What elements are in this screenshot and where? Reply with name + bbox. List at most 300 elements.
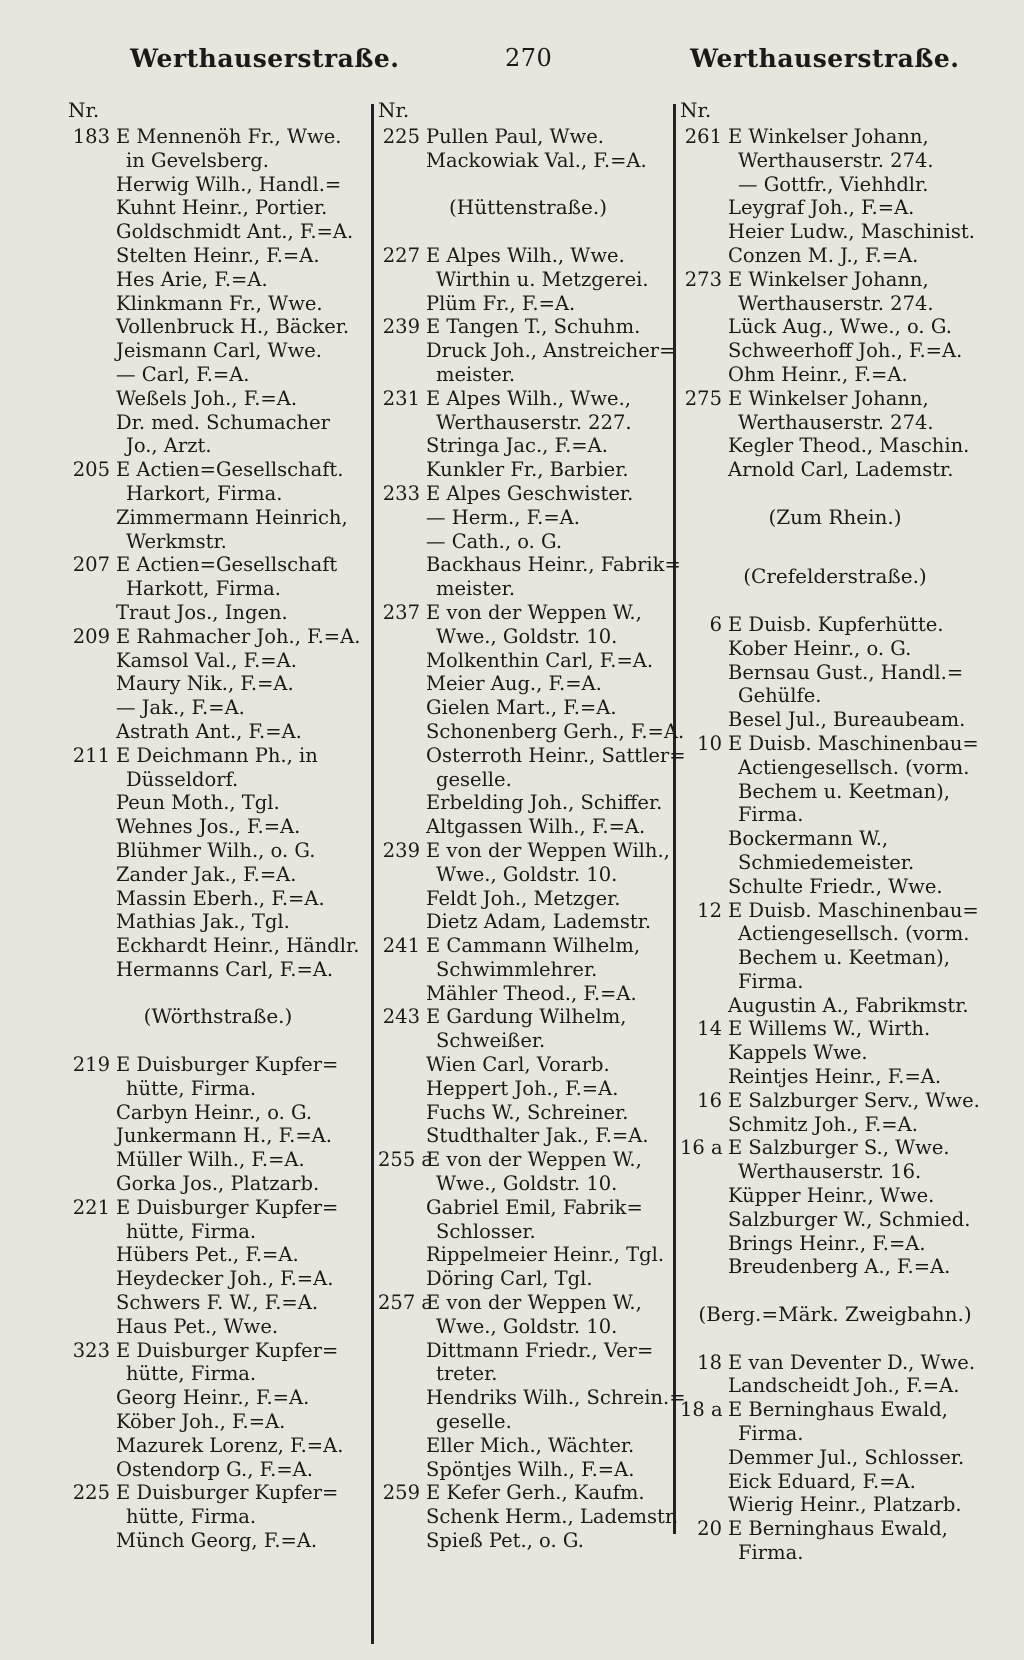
house-number: 205 (72, 458, 110, 482)
directory-entry (680, 1160, 990, 1184)
entry-text: E von der Weppen W., (426, 1148, 642, 1172)
directory-entry (680, 613, 990, 637)
house-number: 225 (382, 125, 420, 148)
entry-text: E Alpes Wilh., Wwe., (426, 386, 631, 410)
directory-entry (68, 839, 368, 863)
entry-text: geselle. (436, 767, 512, 791)
entry-text: Hermanns Carl, F.=A. (116, 957, 334, 981)
house-number: 227 (382, 243, 420, 267)
entry-text: Küpper Heinr., Wwe. (728, 1184, 935, 1208)
directory-entry (378, 1291, 678, 1315)
entry-text: E Berninghaus Ewald, (728, 1517, 948, 1541)
directory-entry (68, 1101, 368, 1125)
house-number: 255 a (378, 1148, 434, 1172)
entry-text: Goldschmidt Ant., F.=A. (116, 220, 354, 244)
entry-text: Schlosser. (436, 1219, 536, 1243)
directory-entry (68, 506, 368, 530)
directory-entry (378, 411, 678, 435)
directory-entry (68, 530, 368, 554)
running-head-right: Werthauserstraße. (690, 44, 960, 73)
entry-text: Münch Georg, F.=A. (116, 1529, 318, 1553)
entry-text: E Winkelser Johann, (728, 125, 929, 148)
entry-text: E Berninghaus Ewald, (728, 1398, 948, 1422)
directory-entry (68, 244, 368, 268)
directory-entry (378, 315, 678, 339)
directory-entry (68, 720, 368, 744)
directory-entry (378, 1243, 678, 1267)
entry-text: Maury Nik., F.=A. (116, 672, 294, 696)
directory-entry (378, 1005, 678, 1029)
directory-entry (680, 661, 990, 685)
entry-text: Spieß Pet., o. G. (426, 1529, 584, 1553)
directory-entry (378, 839, 678, 863)
directory-entry (68, 934, 368, 958)
entry-text: E Salzburger S., Wwe. (728, 1136, 950, 1160)
directory-entry (378, 458, 678, 482)
entry-text: E Duisb. Maschinenbau= (728, 898, 979, 922)
entry-text: hütte, Firma. (126, 1505, 257, 1529)
house-number: 211 (72, 743, 110, 767)
directory-entry (68, 339, 368, 363)
entry-text: Mackowiak Val., F.=A. (426, 148, 647, 172)
directory-entry (68, 815, 368, 839)
directory-entry (68, 672, 368, 696)
entry-text: Heppert Joh., F.=A. (426, 1076, 619, 1100)
directory-entry (68, 173, 368, 197)
house-number: 323 (72, 1338, 110, 1362)
directory-entry (680, 1136, 990, 1160)
entry-text: E Duisb. Maschinenbau= (728, 731, 979, 755)
entry-text: Werthauserstr. 274. (738, 148, 934, 172)
entry-text: Düsseldorf. (126, 767, 239, 791)
entry-text: E von der Weppen W., (426, 600, 642, 624)
entry-text: Gehülfe. (738, 684, 822, 708)
directory-entry (378, 934, 678, 958)
directory-entry (68, 1386, 368, 1410)
entry-text: Werthauserstr. 274. (738, 410, 934, 434)
directory-entry (68, 315, 368, 339)
entry-text: Backhaus Heinr., Fabrik= (426, 553, 681, 577)
entry-text: Blühmer Wilh., o. G. (116, 838, 316, 862)
entry-text: Wwe., Goldstr. 10. (436, 1314, 618, 1338)
directory-entry (68, 268, 368, 292)
entry-text: Brings Heinr., F.=A. (728, 1231, 926, 1255)
entry-text: Werthauserstr. 16. (738, 1160, 922, 1184)
directory-entry (378, 1148, 678, 1172)
house-number: 16 (697, 1088, 722, 1112)
directory-entry (680, 780, 990, 804)
entry-text: Traut Jos., Ingen. (116, 600, 288, 624)
entry-text: E Willems W., Wirth. (728, 1017, 931, 1041)
house-number: 221 (72, 1195, 110, 1219)
entry-text: — Carl, F.=A. (116, 362, 250, 386)
directory-entry (378, 530, 678, 554)
house-number: 257 a (378, 1291, 434, 1315)
house-number: 237 (382, 600, 420, 624)
directory-entry (378, 910, 678, 934)
directory-entry (680, 1113, 990, 1137)
directory-entry (680, 1351, 990, 1375)
spacer (680, 482, 990, 506)
cross-street-heading: (Zum Rhein.) (768, 504, 902, 529)
house-number: 239 (382, 838, 420, 862)
directory-entry (68, 1124, 368, 1148)
entry-text: Firma. (738, 803, 804, 827)
directory-entry (378, 768, 678, 792)
entry-text: — Gottfr., Viehhdlr. (738, 172, 929, 196)
entry-text: Erbelding Joh., Schiffer. (426, 791, 663, 815)
directory-entry (680, 125, 990, 149)
directory-entry (378, 125, 678, 149)
entry-text: Schenk Herm., Lademstr. (426, 1505, 679, 1529)
entry-text: Massin Eberh., F.=A. (116, 886, 325, 910)
directory-entry (680, 1255, 990, 1279)
directory-entry (680, 637, 990, 661)
house-number: 231 (382, 386, 420, 410)
directory-entry (68, 1220, 368, 1244)
entry-text: Firma. (738, 969, 804, 993)
spacer (68, 982, 368, 1006)
entry-text: Studthalter Jak., F.=A. (426, 1124, 649, 1148)
directory-entry (68, 149, 368, 173)
entry-text: Zander Jak., F.=A. (116, 862, 297, 886)
directory-entry (680, 458, 990, 482)
directory-entry (378, 601, 678, 625)
directory-entry (68, 482, 368, 506)
directory-entry (68, 220, 368, 244)
entry-text: Schmitz Joh., F.=A. (728, 1112, 918, 1136)
spacer (680, 530, 990, 554)
cross-street-heading: (Crefelderstraße.) (743, 564, 927, 589)
entry-text: Feldt Joh., Metzger. (426, 886, 621, 910)
entry-text: Kamsol Val., F.=A. (116, 648, 297, 672)
spacer (680, 589, 990, 613)
directory-entry (378, 1434, 678, 1458)
directory-entry (68, 125, 368, 149)
house-number: 20 (697, 1517, 722, 1541)
entry-text: Dr. med. Schumacher (116, 410, 330, 434)
directory-entry (680, 1446, 990, 1470)
entry-text: Schmiedemeister. (738, 850, 915, 874)
directory-entry (68, 863, 368, 887)
directory-entry (680, 684, 990, 708)
entry-text: E Alpes Geschwister. (426, 481, 634, 505)
entry-text: Ohm Heinr., F.=A. (728, 362, 908, 386)
directory-entry (68, 791, 368, 815)
spacer (680, 1327, 990, 1351)
column-1 (68, 95, 368, 1553)
entry-text: Haus Pet., Wwe. (116, 1314, 279, 1338)
directory-entry (68, 292, 368, 316)
directory-entry (68, 1339, 368, 1363)
entry-text: Schonenberg Gerh., F.=A. (426, 719, 685, 743)
directory-entry (378, 1029, 678, 1053)
directory-entry (68, 696, 368, 720)
entry-text: Wien Carl, Vorarb. (426, 1053, 610, 1077)
directory-entry (378, 506, 678, 530)
directory-entry (68, 1458, 368, 1482)
directory-entry (680, 149, 990, 173)
entry-text: Firma. (738, 1541, 804, 1565)
entry-text: E Duisburger Kupfer= (116, 1053, 339, 1077)
entry-text: Kober Heinr., o. G. (728, 636, 912, 660)
entry-text: Döring Carl, Tgl. (426, 1267, 593, 1291)
entry-text: Dittmann Friedr., Ver= (426, 1338, 654, 1362)
entry-text: Ostendorp G., F.=A. (116, 1457, 313, 1481)
directory-entry (680, 899, 990, 923)
house-number: 18 (697, 1350, 722, 1374)
entry-text: Bechem u. Keetman), (738, 946, 950, 970)
entry-text: Jo., Arzt. (126, 434, 212, 458)
directory-entry (68, 1053, 368, 1077)
directory-entry (378, 958, 678, 982)
entry-text: Georg Heinr., F.=A. (116, 1386, 310, 1410)
entry-text: Pullen Paul, Wwe. (426, 125, 604, 148)
entry-text: Wwe., Goldstr. 10. (436, 624, 618, 648)
entry-text: Lück Aug., Wwe., o. G. (728, 315, 952, 339)
directory-entry (680, 315, 990, 339)
entry-text: Astrath Ant., F.=A. (116, 719, 302, 743)
entry-text: in Gevelsberg. (126, 148, 269, 172)
entry-text: Kunkler Fr., Barbier. (426, 458, 629, 482)
directory-entry (68, 1148, 368, 1172)
entry-text: Fuchs W., Schreiner. (426, 1100, 629, 1124)
entry-text: Stringa Jac., F.=A. (426, 434, 608, 458)
entry-text: Hübers Pet., F.=A. (116, 1243, 299, 1267)
directory-entry (68, 577, 368, 601)
entry-text: treter. (436, 1362, 498, 1386)
entry-text: — Cath., o. G. (426, 529, 563, 553)
entry-text: Bockermann W., (728, 827, 889, 851)
directory-entry (68, 1243, 368, 1267)
directory-entry (378, 1172, 678, 1196)
entry-text: Besel Jul., Bureaubeam. (728, 708, 966, 732)
directory-entry (680, 946, 990, 970)
directory-entry (378, 1196, 678, 1220)
directory-entry (68, 1172, 368, 1196)
directory-entry (68, 434, 368, 458)
directory-entry (378, 577, 678, 601)
directory-entry (378, 1458, 678, 1482)
house-number: 259 (382, 1481, 420, 1505)
entry-text: Spöntjes Wilh., F.=A. (426, 1457, 635, 1481)
entry-text: Bechem u. Keetman), (738, 779, 950, 803)
directory-entry (378, 672, 678, 696)
house-number: 183 (72, 125, 110, 148)
directory-entry (378, 339, 678, 363)
column-3 (680, 95, 990, 1565)
directory-entry (680, 803, 990, 827)
directory-entry (68, 1481, 368, 1505)
entry-text: Herwig Wilh., Handl.= (116, 172, 342, 196)
directory-entry (680, 970, 990, 994)
directory-entry (680, 196, 990, 220)
entry-text: Müller Wilh., F.=A. (116, 1148, 305, 1172)
directory-entry (680, 1422, 990, 1446)
directory-entry (378, 696, 678, 720)
entry-text: meister. (436, 577, 516, 601)
house-number: 12 (697, 898, 722, 922)
directory-entry (378, 1505, 678, 1529)
directory-entry (680, 827, 990, 851)
directory-entry (378, 719, 685, 744)
entry-text: hütte, Firma. (126, 1219, 257, 1243)
entry-text: Kappels Wwe. (728, 1041, 868, 1065)
entry-text: Werkmstr. (126, 529, 227, 553)
directory-entry (680, 1017, 990, 1041)
entry-text: — Herm., F.=A. (426, 505, 580, 529)
house-number: 18 a (680, 1398, 723, 1422)
directory-entry (68, 744, 368, 768)
entry-text: Mähler Theod., F.=A. (426, 981, 637, 1005)
entry-text: Actiengesellsch. (vorm. (738, 922, 970, 946)
directory-entry (378, 244, 678, 268)
directory-entry (378, 482, 678, 506)
entry-text: Jeismann Carl, Wwe. (116, 339, 323, 363)
entry-text: Klinkmann Fr., Wwe. (116, 291, 323, 315)
directory-entry (68, 196, 368, 220)
entry-text: Conzen M. J., F.=A. (728, 243, 919, 267)
directory-entry (378, 268, 678, 292)
directory-entry (680, 1184, 990, 1208)
directory-entry (68, 601, 368, 625)
directory-entry (680, 220, 990, 244)
directory-entry (378, 1315, 678, 1339)
entry-text: E von der Weppen W., (426, 1291, 642, 1315)
entry-text: Peun Moth., Tgl. (116, 791, 280, 815)
directory-entry (68, 1077, 368, 1101)
directory-entry (378, 1386, 686, 1410)
directory-entry (680, 411, 990, 435)
entry-text: Zimmermann Heinrich, (116, 505, 348, 529)
entry-text: Kuhnt Heinr., Portier. (116, 196, 328, 220)
entry-text: Osterroth Heinr., Sattler= (426, 743, 686, 767)
entry-text: Harkott, Firma. (126, 577, 281, 601)
directory-entry (680, 268, 990, 292)
house-number: 241 (382, 934, 420, 958)
entry-text: Schweerhoff Joh., F.=A. (728, 339, 963, 363)
entry-text: meister. (436, 362, 516, 386)
directory-entry (68, 649, 368, 673)
entry-text: Eller Mich., Wächter. (426, 1433, 635, 1457)
entry-text: Wwe., Goldstr. 10. (436, 1172, 618, 1196)
house-number: 273 (684, 267, 722, 291)
house-number: 219 (72, 1053, 110, 1077)
directory-entry (680, 292, 990, 316)
directory-entry (378, 1267, 678, 1291)
entry-text: E Alpes Wilh., Wwe. (426, 243, 625, 267)
entry-text: geselle. (436, 1410, 512, 1434)
directory-entry (68, 887, 368, 911)
directory-entry (680, 434, 990, 458)
page-number: 270 (505, 44, 553, 72)
entry-text: Kegler Theod., Maschin. (728, 434, 970, 458)
directory-entry (680, 387, 990, 411)
entry-text: E van Deventer D., Wwe. (728, 1350, 976, 1374)
directory-entry (680, 994, 990, 1018)
entry-text: Dietz Adam, Lademstr. (426, 910, 652, 934)
spacer (680, 1279, 990, 1303)
entry-text: Molkenthin Carl, F.=A. (426, 648, 654, 672)
directory-entry (68, 1315, 368, 1339)
house-number: 225 (72, 1481, 110, 1505)
entry-text: Hes Arie, F.=A. (116, 267, 268, 291)
entry-text: Augustin A., Fabrikmstr. (728, 993, 969, 1017)
entry-text: E Gardung Wilhelm, (426, 1005, 627, 1029)
column-nr-label: Nr. (378, 98, 410, 122)
directory-entry (378, 815, 678, 839)
entry-text: Reintjes Heinr., F.=A. (728, 1065, 942, 1089)
directory-entry (680, 875, 990, 899)
entry-text: Hendriks Wilh., Schrein.= (426, 1386, 686, 1410)
directory-entry (68, 553, 368, 577)
entry-text: Druck Joh., Anstreicher= (426, 339, 676, 363)
directory-entry (680, 1541, 990, 1565)
directory-entry (378, 743, 686, 768)
directory-entry (68, 910, 368, 934)
directory-entry (680, 1065, 990, 1089)
entry-text: Stelten Heinr., F.=A. (116, 243, 320, 267)
directory-entry (68, 1291, 368, 1315)
directory-entry (68, 458, 368, 482)
directory-entry (378, 791, 678, 815)
entry-text: E Winkelser Johann, (728, 386, 929, 410)
directory-entry (378, 863, 678, 887)
entry-text: hütte, Firma. (126, 1362, 257, 1386)
running-head-left: Werthauserstraße. (130, 44, 400, 73)
entry-text: Firma. (738, 1422, 804, 1446)
entry-text: E Salzburger Serv., Wwe. (728, 1088, 980, 1112)
directory-entry (378, 1529, 678, 1553)
entry-text: Rippelmeier Heinr., Tgl. (426, 1243, 665, 1267)
entry-text: Wwe., Goldstr. 10. (436, 862, 618, 886)
directory-entry (680, 851, 990, 875)
directory-entry (68, 1529, 368, 1553)
entry-text: Köber Joh., F.=A. (116, 1410, 286, 1434)
entry-text: Wehnes Jos., F.=A. (116, 815, 301, 839)
directory-entry (378, 1339, 678, 1363)
entry-text: Eckhardt Heinr., Händlr. (116, 934, 360, 958)
directory-entry (378, 1101, 678, 1125)
entry-text: Schwers F. W., F.=A. (116, 1291, 319, 1315)
directory-entry (680, 1374, 990, 1398)
directory-entry (680, 1208, 990, 1232)
directory-entry (680, 1398, 990, 1422)
directory-entry (378, 363, 678, 387)
house-number: 233 (382, 481, 420, 505)
entry-text: Heydecker Joh., F.=A. (116, 1267, 334, 1291)
directory-entry (68, 958, 368, 982)
directory-entry (378, 553, 681, 577)
directory-entry (378, 149, 678, 173)
entry-text: Schwimmlehrer. (436, 957, 598, 981)
directory-entry (680, 363, 990, 387)
directory-entry (68, 1434, 368, 1458)
entry-text: E Duisb. Kupferhütte. (728, 612, 944, 636)
entry-text: Demmer Jul., Schlosser. (728, 1445, 965, 1469)
entry-text: Carbyn Heinr., o. G. (116, 1100, 313, 1124)
entry-text: Schweißer. (436, 1029, 546, 1053)
column-nr-label: Nr. (68, 98, 100, 122)
directory-entry (378, 292, 678, 316)
entry-text: E Duisburger Kupfer= (116, 1481, 339, 1505)
entry-text: Mathias Jak., Tgl. (116, 910, 290, 934)
entry-text: Heier Ludw., Maschinist. (728, 220, 975, 244)
entry-text: Plüm Fr., F.=A. (426, 291, 576, 315)
house-number: 14 (697, 1017, 722, 1041)
directory-entry (378, 1362, 678, 1386)
entry-text: Bernsau Gust., Handl.= (728, 660, 964, 684)
